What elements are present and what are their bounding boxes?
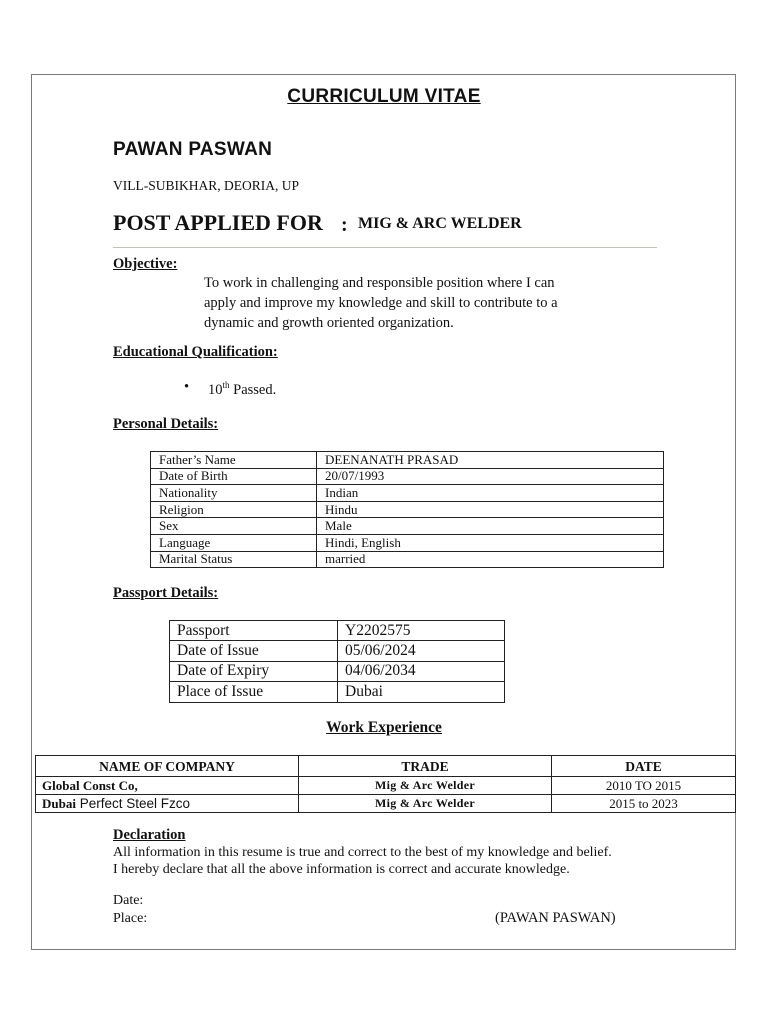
table-row bbox=[151, 518, 664, 535]
header-divider bbox=[113, 247, 657, 248]
table-row bbox=[151, 501, 664, 518]
table-row bbox=[151, 452, 664, 469]
table-row bbox=[151, 485, 664, 502]
trade-cell: Mig & Arc Welder bbox=[299, 777, 552, 795]
personal-heading: Personal Details: bbox=[113, 416, 219, 432]
passport-value: 04/06/2034 bbox=[338, 661, 505, 681]
personal-value: DEENANATH PRASAD bbox=[317, 452, 664, 469]
applicant-name: PAWAN PASWAN bbox=[113, 139, 273, 160]
table-row bbox=[170, 661, 505, 681]
signature-name: (PAWAN PASWAN) bbox=[495, 910, 616, 926]
personal-key: Religion bbox=[151, 501, 317, 518]
applicant-address: VILL-SUBIKHAR, DEORIA, UP bbox=[113, 178, 299, 193]
passport-value: Dubai bbox=[338, 682, 505, 702]
personal-key: Date of Birth bbox=[151, 468, 317, 485]
company-name: Dubai bbox=[42, 796, 76, 811]
table-row bbox=[151, 534, 664, 551]
declaration-heading: Declaration bbox=[113, 827, 186, 843]
passport-value: Y2202575 bbox=[338, 621, 505, 641]
company-cell bbox=[36, 777, 299, 795]
table-row bbox=[170, 682, 505, 702]
declaration-text bbox=[113, 844, 612, 878]
personal-value: Male bbox=[317, 518, 664, 535]
work-experience-heading: Work Experience bbox=[326, 719, 442, 736]
personal-key: Language bbox=[151, 534, 317, 551]
education-item bbox=[208, 380, 276, 399]
document-title: CURRICULUM VITAE bbox=[287, 86, 481, 107]
table-row bbox=[36, 795, 736, 813]
education-item-number: 10 bbox=[208, 381, 223, 398]
column-header-date: DATE bbox=[552, 756, 736, 777]
education-item-ordinal: th bbox=[222, 380, 230, 390]
personal-value: 20/07/1993 bbox=[317, 468, 664, 485]
date-cell: 2010 TO 2015 bbox=[552, 777, 736, 795]
objective-heading: Objective: bbox=[113, 256, 178, 272]
passport-key: Passport bbox=[170, 621, 338, 641]
objective-line: To work in challenging and responsible position where I can bbox=[204, 275, 555, 291]
bullet-icon: • bbox=[184, 379, 190, 395]
objective-line: apply and improve my knowledge and skill to contribute to a bbox=[204, 295, 558, 311]
personal-key: Sex bbox=[151, 518, 317, 535]
table-header-row bbox=[36, 756, 736, 777]
personal-value: Hindu bbox=[317, 501, 664, 518]
table-row bbox=[151, 551, 664, 568]
post-applied-label: POST APPLIED FOR bbox=[113, 210, 323, 235]
passport-key: Date of Issue bbox=[170, 641, 338, 661]
date-label: Date: bbox=[113, 893, 144, 908]
personal-key: Nationality bbox=[151, 485, 317, 502]
column-header-company: NAME OF COMPANY bbox=[36, 756, 299, 777]
objective-text bbox=[204, 273, 644, 333]
passport-key: Place of Issue bbox=[170, 682, 338, 702]
company-name-extra: Perfect Steel Fzco bbox=[75, 796, 191, 811]
personal-value: Indian bbox=[317, 485, 664, 502]
table-row bbox=[170, 621, 505, 641]
education-item-text: Passed. bbox=[229, 381, 277, 398]
place-label: Place: bbox=[113, 911, 148, 926]
personal-key: Marital Status bbox=[151, 551, 317, 568]
declaration-line: All information in this resume is true and correct to the best of my knowledge and belief. bbox=[113, 845, 612, 860]
personal-key: Father’s Name bbox=[151, 452, 317, 469]
passport-details-table bbox=[169, 620, 505, 703]
table-row bbox=[170, 641, 505, 661]
date-cell: 2015 to 2023 bbox=[552, 795, 736, 813]
personal-value: married bbox=[317, 551, 664, 568]
company-cell bbox=[36, 795, 299, 813]
declaration-line: I hereby declare that all the above information is correct and accurate knowledge. bbox=[113, 862, 570, 877]
company-name: Global Const Co, bbox=[42, 778, 138, 793]
work-experience-table bbox=[35, 755, 736, 813]
table-row bbox=[151, 468, 664, 485]
education-heading: Educational Qualification: bbox=[113, 344, 278, 360]
passport-value: 05/06/2024 bbox=[338, 641, 505, 661]
post-applied-separator: : bbox=[341, 214, 348, 236]
passport-key: Date of Expiry bbox=[170, 661, 338, 681]
personal-details-table bbox=[150, 451, 664, 568]
personal-value: Hindi, English bbox=[317, 534, 664, 551]
objective-line: dynamic and growth oriented organization. bbox=[204, 315, 454, 331]
trade-cell: Mig & Arc Welder bbox=[299, 795, 552, 813]
table-row bbox=[36, 777, 736, 795]
column-header-trade: TRADE bbox=[299, 756, 552, 777]
post-applied-value: MIG & ARC WELDER bbox=[358, 215, 522, 232]
passport-heading: Passport Details: bbox=[113, 585, 219, 601]
